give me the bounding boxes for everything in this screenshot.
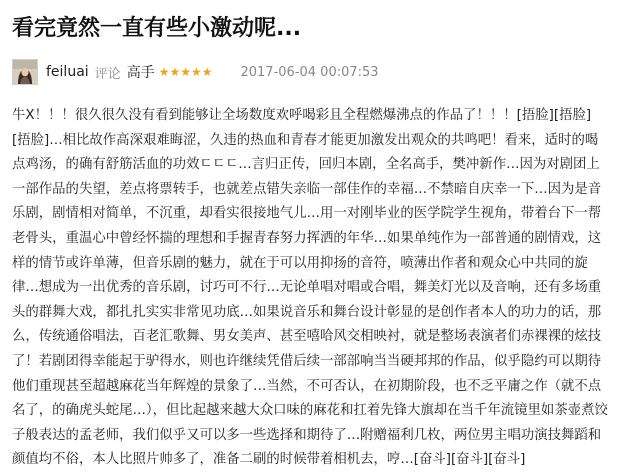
review-timestamp: 2017-06-04 00:07:53 — [240, 64, 379, 80]
author-name[interactable]: feiluai — [46, 64, 89, 80]
review-body: 牛X！！！很久很久没有看到能够让全场数度欢呼喝彩且全程燃爆沸点的作品了！！！[捂脸][捂脸][捂脸]…相比故作高深艰难晦涩，久违的热血和青春才能更加激发出观众的共鸣吧！看来，适时的喝点鸡汤，的确有舒筋活血的功效ㄷㄷㄷ…言归正传，回归本剧，全名高手，樊冲新作…因为对剧团上一部作品的失望，差点将票转手，也就差点错失亲临一部佳作的幸福…不禁暗自庆幸一下…因为是音乐剧，剧情相对简单，不沉重，却看实很接地气儿…用一对刚毕业的医学院学生视角，带着台下一帮老骨头，重温心中曾经怀揣的理想和手握青春努力挥洒的年华…如果单纯作为一部普通的剧情戏，这样的情节或许单薄，但音乐剧的魅力，就在于可以用抑扬的音符，喷薄出作者和观众心中共同的旋律…想成为一出优秀的音乐剧，讨巧可不行…无论单唱对唱或合唱，舞美灯光以及音响，还有多场重头的群舞大戏，都扎扎实实非常见功底…如果说音乐和舞台设计彰显的是创作者本人的功力的话，那么，传统通俗唱法，百老汇歌舞、男女美声、甚至嘻哈风交相映衬，就是整场表演者们赤裸裸的炫技了！若剧团得幸能起于驴得水，则也许继续凭借后续一部部响当当硬邦邦的作品，似乎隐约可以期待他们重现甚至超越麻花当年辉煌的景象了…当然，不可否认，在初期阶段，也不乏平庸之作（就不点名了，的确虎头蛇尾…），但比起越来越大众口味的麻花和扛着先锋大旗却在当千年流镜里如茶壶煮饺子般表达的孟老师，我们似乎又可以多一些选择和期待了…附赠福利几枚，两位男主唱功演技舞蹈和颜值均不俗，本人比照片帅多了，准备二刷的时候带着相机去，哼…[奋斗][奋斗][奋斗] — [12, 108, 608, 468]
author-role: 评论 — [94, 66, 121, 82]
review-meta — [12, 58, 379, 86]
rating-stars: ★★★★★ — [158, 65, 213, 79]
avatar-photo-icon[interactable] — [12, 59, 38, 85]
author-level: 高手 — [126, 65, 155, 81]
review-title: 看完竟然一直有些小激动呢... — [12, 16, 302, 41]
